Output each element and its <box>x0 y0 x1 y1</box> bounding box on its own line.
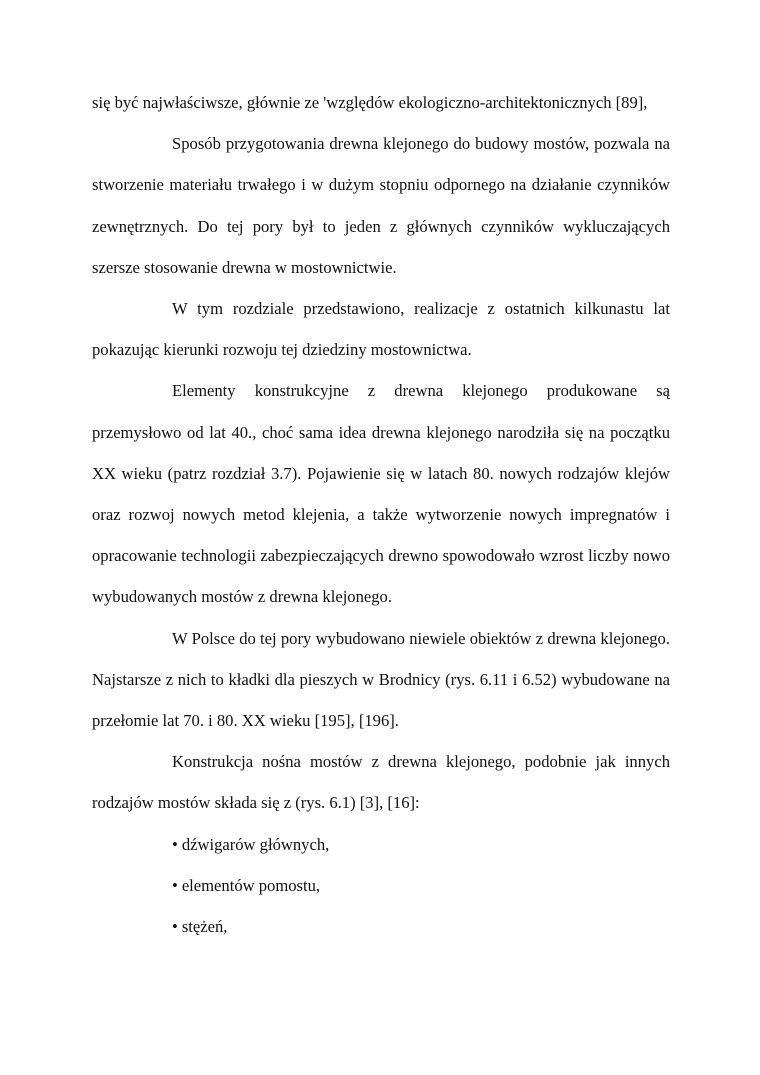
paragraph-history: Elementy konstrukcyjne z drewna klejonego produkowane są przemysłowo od lat 40., choć sama idea drewna klejonego narodziła się na początku XX wieku (patrz rozdział 3.7). Pojawienie się w latach 80. nowych rodzajów klejów oraz rozwoj nowych metod klejenia, a także wytworzenie nowych impregnatów i opracowanie technologii zabezpieczających drewno spowodowało wzrost liczby nowo wybudowanych mostów z drewna klejonego. <box>92 381 670 607</box>
paragraph-chapter-intro: W tym rozdziale przedstawiono, realizacje z ostatnich kilkunastu lat pokazując kierunki rozwoju tej dziedziny mostownictwa. <box>92 299 670 360</box>
paragraph-structure: Konstrukcja nośna mostów z drewna klejonego, podobnie jak innych rodzajów mostów składa się z (rys. 6.1) [3], [16]: <box>92 752 670 813</box>
paragraph-poland: W Polsce do tej pory wybudowano niewiele obiektów z drewna klejonego. Najstarsze z nich to kładki dla pieszych w Brodnicy (rys. 6.11 i 6.52) wybudowane na przełomie lat 70. i 80. XX wieku [195], [196]. <box>92 628 670 731</box>
list-item <box>172 865 670 906</box>
list-item <box>172 906 670 947</box>
structure-elements-list <box>92 824 670 948</box>
bullet-icon: • <box>172 875 178 895</box>
paragraph-continuation: się być najwłaściwsze, głównie ze 'względów ekologiczno-architektonicznych [89], <box>92 93 648 112</box>
list-item-text: elementów pomostu, <box>181 875 321 895</box>
bullet-icon: • <box>172 917 178 937</box>
bullet-icon: • <box>172 834 178 854</box>
paragraph-glued-timber-preparation: Sposób przygotowania drewna klejonego do budowy mostów, pozwala na stworzenie materiału trwałego i w dużym stopniu odpornego na działanie czynników zewnętrznych. Do tej pory był to jeden z głównych czynników wykluczających szersze stosowanie drewna w mostownictwie. <box>92 134 670 277</box>
list-item <box>172 824 670 865</box>
list-item-text: dźwigarów głównych, <box>181 834 330 854</box>
list-item-text: stężeń, <box>181 917 228 937</box>
body-text <box>92 82 670 947</box>
